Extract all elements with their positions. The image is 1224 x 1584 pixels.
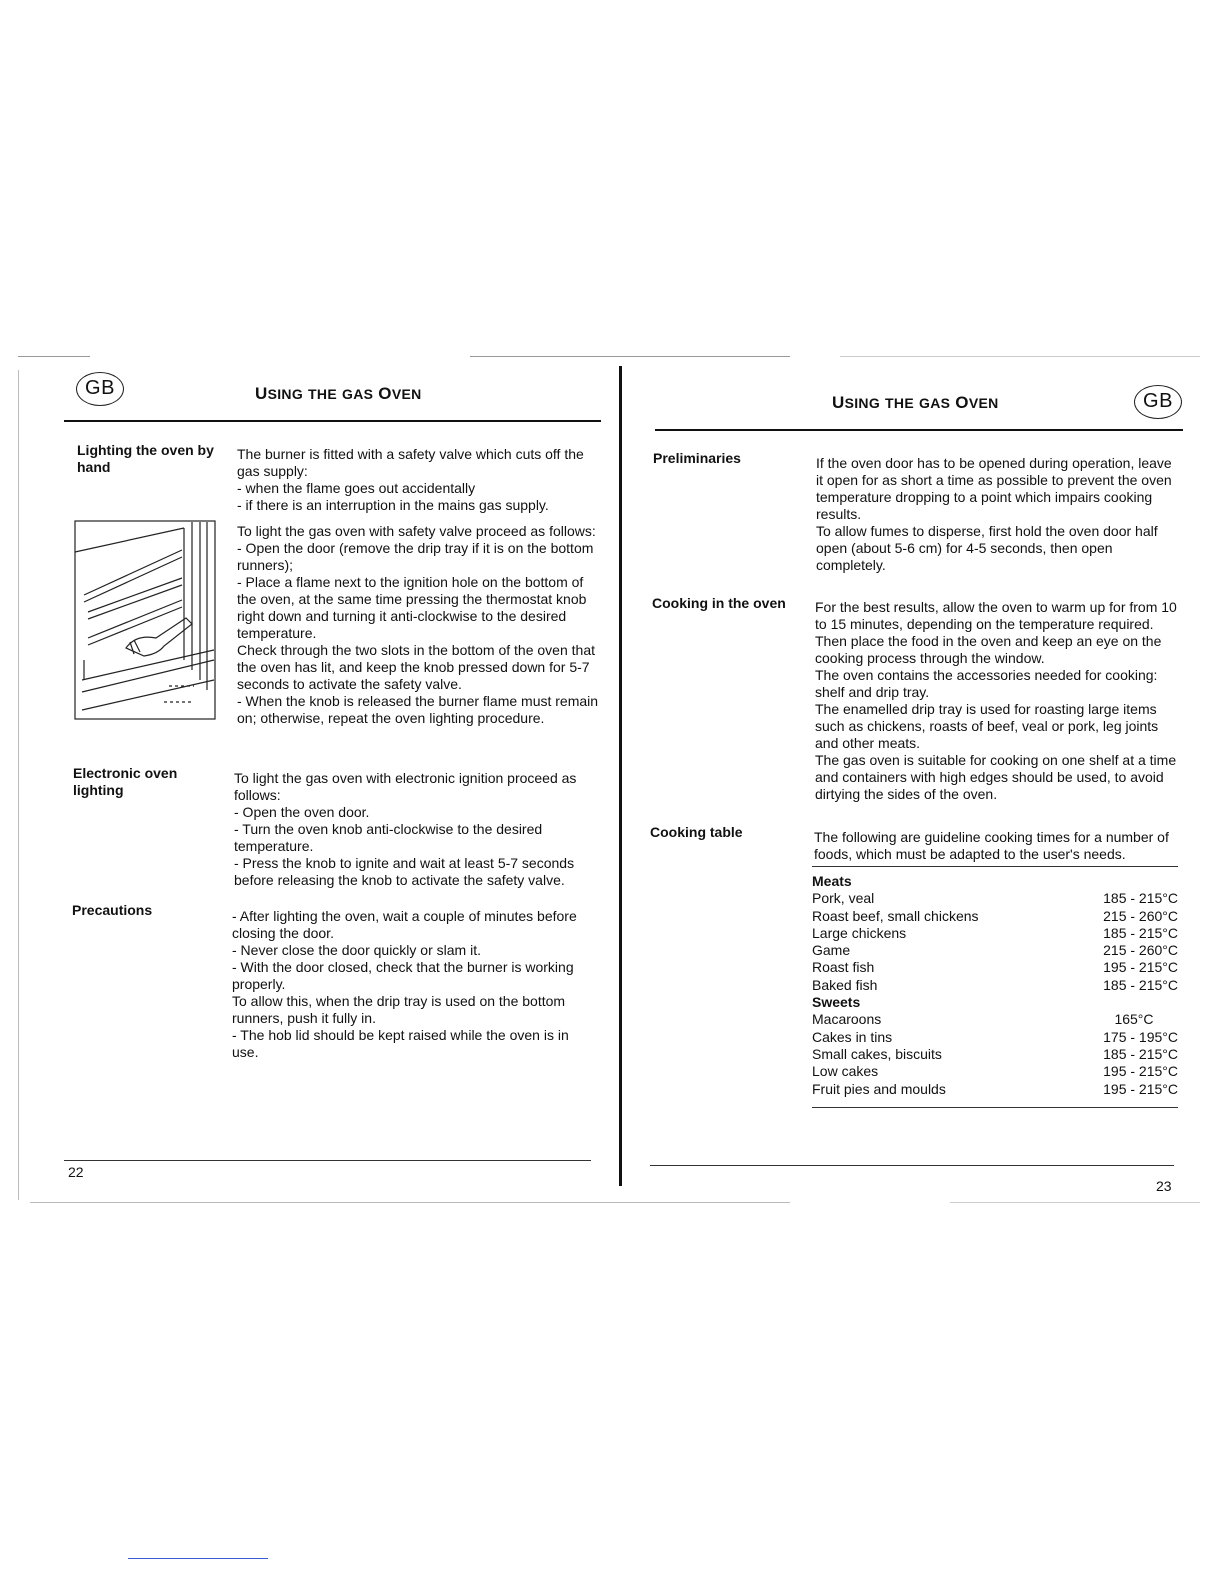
footer-rule-left — [64, 1160, 591, 1161]
section-label-precautions: Precautions — [72, 902, 153, 918]
page-title-right: USING THE GAS OVEN — [832, 393, 999, 412]
header-rule-left — [64, 420, 601, 422]
table-row: Small cakes, biscuits 185 - 215°C — [812, 1045, 1178, 1062]
gb-badge-left: GB — [76, 372, 124, 406]
section-text-preliminaries: If the oven door has to be opened during operation, leave it open for as short a time as possible to prevent the oven temperature dropping to a point which impairs cooking results. To allow fumes to disperse, first hold the oven door half open (about 5-6 cm) for 4-5 seconds, then open completely. — [816, 455, 1172, 573]
section-text-cooking-in-oven: For the best results, allow the oven to warm up for from 10 to 15 minutes, depending on the temperature required. Then place the food in the oven and keep an eye on the cooking process through the window. The oven contains the accessories needed for cooking: shelf and drip tray. The enamelled drip tray is used for roasting large items such as chickens, roasts of beef, veal or pork, leg joints and other meats. The gas oven is suitable for cooking on one shelf at a time and containers with high edges should be used, to avoid dirtying the sides of the oven. — [815, 599, 1177, 802]
table-row: Low cakes 195 - 215°C — [812, 1063, 1178, 1080]
table-row: Game 215 - 260°C — [812, 942, 1178, 959]
top-rule-right — [840, 356, 1200, 357]
table-top-rule — [812, 866, 1178, 867]
bottom-rule-left — [30, 1202, 790, 1203]
section-text-precautions: - After lighting the oven, wait a couple of minutes before closing the door. - Never close the door quickly or slam it. - With the door closed, check that the burner is working properly. To allow this, when the drip tray is used on the bottom runners, push it fully in. - The hob lid should be kept raised while the oven is in use. — [232, 908, 577, 1060]
section-label-cooking-in-oven: Cooking in the oven — [652, 595, 786, 611]
table-row: Baked fish 185 - 215°C — [812, 976, 1178, 993]
table-row: Large chickens 185 - 215°C — [812, 924, 1178, 941]
section-text-lighting-by-hand: The burner is fitted with a safety valve which cuts off the gas supply: - when the flame goes out accidentally - if there is an interruption in the mains gas supply. To light the gas oven with safety valve proceed as follows: - Open the door (remove the drip tray if it is on the bottom runners); - Place a flame next to the ignition hole on the bottom of the oven, at the same time pressing the thermostat knob right down and turning it anti-clockwise to the desired temperature. Check through the two slots in the bottom of the oven that the oven has lit, and keep the knob pressed down for 5-7 seconds to activate the safety valve. - When the knob is released the burner flame must remain on; otherwise, repeat the oven lighting procedure. — [237, 446, 599, 726]
table-group-heading-meats: Meats — [812, 873, 852, 889]
center-divider — [619, 366, 622, 1186]
table-row: Roast fish 195 - 215°C — [812, 959, 1178, 976]
section-text-cooking-table: The following are guideline cooking times for a number of foods, which must be adapted to the user's needs. — [814, 829, 1169, 862]
page-number-right: 23 — [1156, 1178, 1172, 1194]
top-rule-left — [18, 356, 90, 357]
section-label-cooking-table: Cooking table — [650, 824, 743, 840]
gb-badge-right: GB — [1134, 385, 1182, 419]
table-bottom-rule — [812, 1107, 1178, 1108]
table-row: Cakes in tins 175 - 195°C — [812, 1028, 1178, 1045]
table-row: Roast beef, small chickens 215 - 260°C — [812, 907, 1178, 924]
cooking-table — [812, 873, 1178, 1098]
table-row: Pork, veal 185 - 215°C — [812, 890, 1178, 907]
page-title-left: USING THE GAS OVEN — [255, 384, 422, 403]
table-row: Fruit pies and moulds 195 - 215°C — [812, 1080, 1178, 1097]
section-text-electronic-lighting: To light the gas oven with electronic ignition proceed as follows: - Open the oven door. - Turn the oven knob anti-clockwise to the desired temperature. - Press the knob to ignite and wait at least 5-7 seconds before releasing the knob to activate the safety valve. — [234, 770, 577, 888]
footer-rule-right — [650, 1165, 1174, 1166]
page-number-left: 22 — [68, 1164, 84, 1180]
table-row: Macaroons 165°C — [812, 1011, 1154, 1028]
bottom-rule-right — [950, 1202, 1200, 1203]
section-label-preliminaries: Preliminaries — [653, 450, 741, 466]
section-label-electronic-lighting: Electronic oven lighting — [73, 765, 178, 798]
scan-edge-left — [18, 370, 19, 1200]
oven-lighting-illustration — [74, 520, 216, 720]
header-rule-right — [655, 429, 1183, 431]
table-group-heading-sweets: Sweets — [812, 994, 861, 1011]
section-label-lighting-by-hand: Lighting the oven by hand — [77, 442, 214, 475]
blue-underline-artifact — [128, 1558, 268, 1559]
top-rule-mid — [470, 356, 790, 357]
